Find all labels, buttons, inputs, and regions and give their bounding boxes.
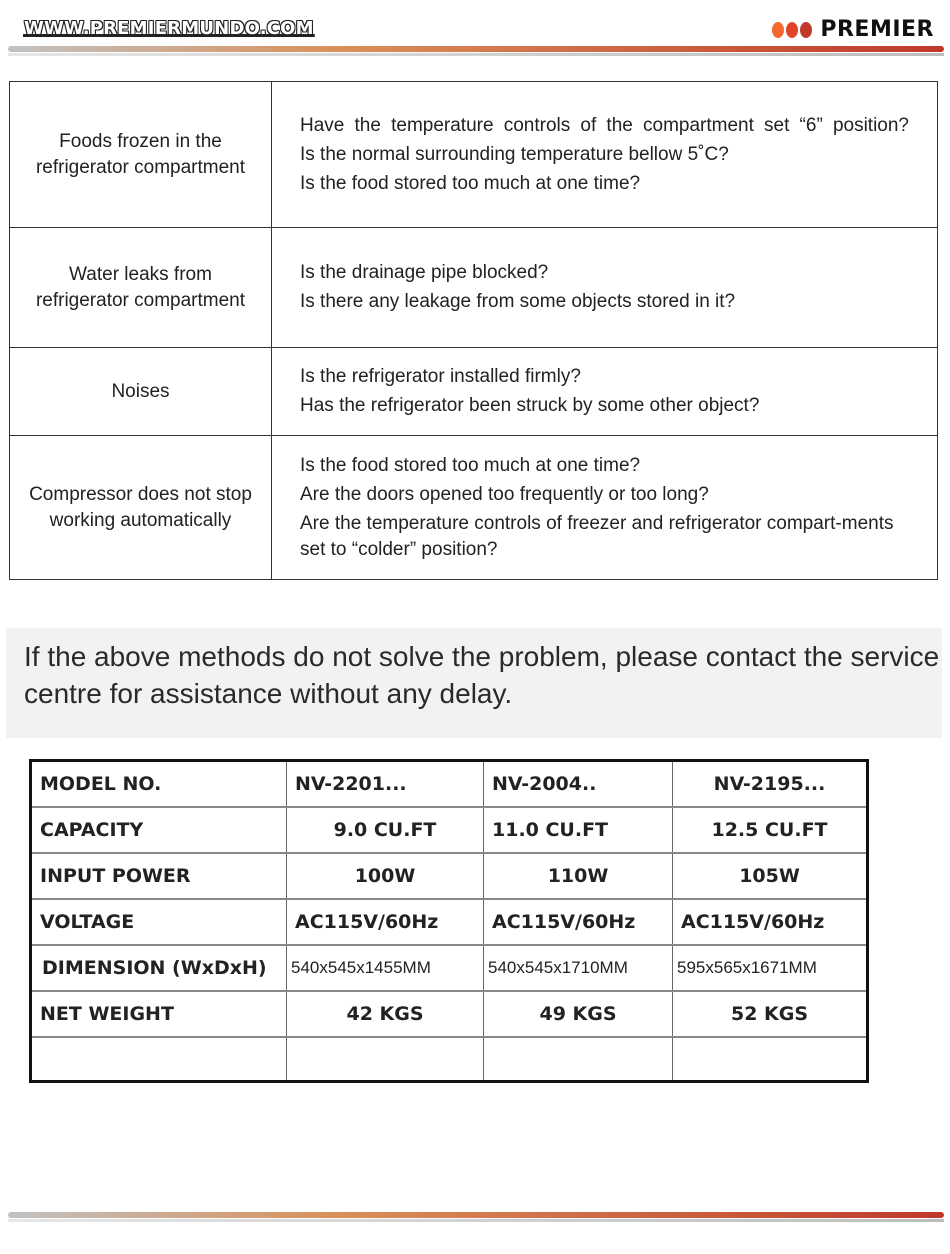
check-item: Is there any leakage from some objects stored in it? <box>300 291 736 312</box>
spec-value: NV-2201... <box>287 761 484 807</box>
spec-label: CAPACITY <box>31 807 287 853</box>
table-row <box>31 945 868 991</box>
spec-value: AC115V/60Hz <box>287 899 484 945</box>
header-divider-shadow <box>8 53 944 56</box>
service-notice <box>6 628 942 738</box>
spec-label <box>31 1037 287 1082</box>
spec-value: 595x565x1671MM <box>673 945 868 991</box>
table-row <box>31 991 868 1037</box>
table-row <box>31 761 868 807</box>
check-item: Is the refrigerator installed firmly? <box>300 366 581 387</box>
footer-divider <box>8 1212 944 1218</box>
brand-name: PREMIER <box>820 17 934 42</box>
check-item: Has the refrigerator been struck by some other object? <box>300 395 760 416</box>
brand-logo <box>772 17 934 42</box>
checks-cell <box>272 348 938 436</box>
spec-value: 100W <box>287 853 484 899</box>
problem-cell: Compressor does not stop working automatically <box>10 436 272 580</box>
specifications-table <box>29 759 869 1083</box>
spec-value: 52 KGS <box>673 991 868 1037</box>
problem-cell: Noises <box>10 348 272 436</box>
header-divider <box>8 46 944 52</box>
check-item: Is the drainage pipe blocked? <box>300 262 549 283</box>
check-item: Is the food stored too much at one time? <box>300 172 641 194</box>
check-item: Are the temperature controls of freezer and refrigerator compart-ments set to “colder” position? <box>300 512 894 560</box>
spec-label: VOLTAGE <box>31 899 287 945</box>
check-item: Is the food stored too much at one time? <box>300 454 641 476</box>
problem-cell: Foods frozen in the refrigerator compartment <box>10 82 272 228</box>
check-item: Are the doors opened too frequently or too long? <box>300 483 709 505</box>
checks-cell <box>272 82 938 228</box>
table-row <box>31 1037 868 1082</box>
spec-label: MODEL NO. <box>31 761 287 807</box>
logo-dot-2 <box>786 22 798 38</box>
footer-divider-shadow <box>8 1219 944 1222</box>
table-row <box>10 82 938 228</box>
spec-value: 49 KGS <box>484 991 673 1037</box>
notice-text: If the above methods do not solve the problem, please contact the service centre for assistance without any delay. <box>24 641 940 709</box>
logo-dot-1 <box>772 22 784 38</box>
table-row <box>31 853 868 899</box>
spec-value: 9.0 CU.FT <box>287 807 484 853</box>
spec-label: DIMENSION (WxDxH) <box>31 945 287 991</box>
spec-value <box>673 1037 868 1082</box>
spec-value: 12.5 CU.FT <box>673 807 868 853</box>
table-row <box>31 807 868 853</box>
check-item: Is the normal surrounding temperature bellow 5˚C? <box>300 143 729 165</box>
logo-dot-3 <box>800 22 812 38</box>
problem-cell: Water leaks from refrigerator compartment <box>10 228 272 348</box>
table-row <box>31 899 868 945</box>
check-item: Have the temperature controls of the compartment set “6” position? <box>300 114 909 136</box>
logo-dots-icon <box>772 22 814 38</box>
table-row <box>10 228 938 348</box>
spec-value: AC115V/60Hz <box>484 899 673 945</box>
spec-label: NET WEIGHT <box>31 991 287 1037</box>
spec-value: NV-2195... <box>673 761 868 807</box>
table-row <box>10 348 938 436</box>
troubleshooting-table <box>9 81 938 580</box>
checks-cell <box>272 228 938 348</box>
spec-value: 11.0 CU.FT <box>484 807 673 853</box>
spec-value: 540x545x1455MM <box>287 945 484 991</box>
spec-value: 540x545x1710MM <box>484 945 673 991</box>
spec-value: 105W <box>673 853 868 899</box>
spec-value: 42 KGS <box>287 991 484 1037</box>
spec-value <box>287 1037 484 1082</box>
spec-value: NV-2004.. <box>484 761 673 807</box>
spec-value <box>484 1037 673 1082</box>
table-row <box>10 436 938 580</box>
spec-value: 110W <box>484 853 673 899</box>
checks-cell <box>272 436 938 580</box>
spec-value: AC115V/60Hz <box>673 899 868 945</box>
spec-label: INPUT POWER <box>31 853 287 899</box>
site-url[interactable]: WWW.PREMIERMUNDO.COM <box>24 18 314 39</box>
